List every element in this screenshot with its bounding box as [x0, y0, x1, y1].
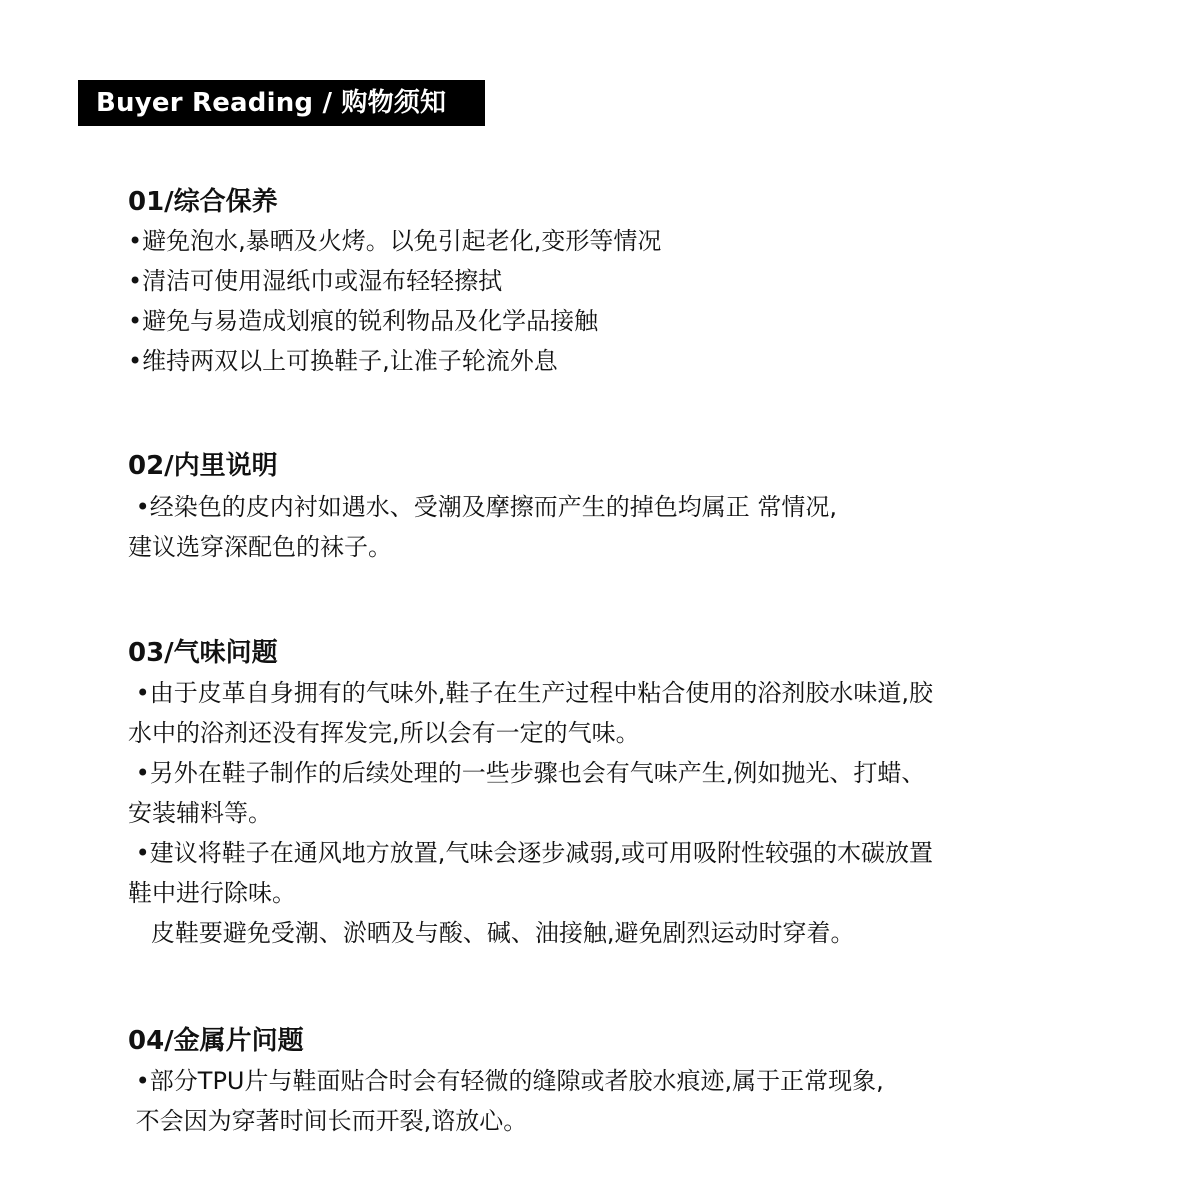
section-lining	[128, 450, 1088, 567]
list-item: 水中的浴剂还没有挥发完,所以会有一定的气味。	[128, 719, 640, 747]
list-item: •避免泡水,暴晒及火烤。以免引起老化,变形等情况	[128, 227, 662, 255]
list-item: 不会因为穿著时间长而开裂,谘放心。	[128, 1107, 528, 1135]
section-title: 04/金属片问题	[128, 1026, 304, 1056]
list-item: •清洁可使用湿纸巾或湿布轻轻擦拭	[128, 267, 503, 295]
list-item: •维持两双以上可换鞋子,让准子轮流外息	[128, 347, 558, 375]
section-body	[128, 221, 1088, 381]
section-title: 01/综合保养	[128, 187, 278, 217]
list-item: 安装辅料等。	[128, 799, 272, 827]
list-item: •另外在鞋子制作的后续处理的一些步骤也会有气味产生,例如抛光、打蜡、	[128, 759, 926, 787]
list-item: •建议将鞋子在通风地方放置,气味会逐步减弱,或可用吸附性较强的木碳放置	[128, 839, 934, 867]
list-item: 鞋中进行除味。	[128, 879, 296, 907]
list-item: •避免与易造成划痕的锐利物品及化学品接触	[128, 307, 599, 335]
section-title: 03/气味问题	[128, 638, 278, 668]
header-banner: Buyer Reading / 购物须知	[78, 80, 485, 126]
section-body	[128, 1061, 1088, 1141]
list-item: •经染色的皮内衬如遇水、受潮及摩擦而产生的掉色均属正 常情况,	[128, 493, 838, 521]
section-general-care	[128, 186, 1088, 381]
list-item: 皮鞋要避免受潮、淤晒及与酸、碱、油接触,避免剧烈运动时穿着。	[128, 919, 855, 947]
list-item: 建议选穿深配色的袜子。	[128, 533, 392, 561]
section-body	[128, 487, 1088, 567]
list-item: •部分TPU片与鞋面贴合时会有轻微的缝隙或者胶水痕迹,属于正常现象,	[128, 1067, 884, 1095]
section-title: 02/内里说明	[128, 451, 278, 481]
section-body	[128, 673, 1088, 953]
section-odor	[128, 637, 1088, 953]
section-metal-piece	[128, 1025, 1088, 1141]
list-item: •由于皮革自身拥有的气味外,鞋子在生产过程中粘合使用的浴剂胶水味道,胶	[128, 679, 934, 707]
